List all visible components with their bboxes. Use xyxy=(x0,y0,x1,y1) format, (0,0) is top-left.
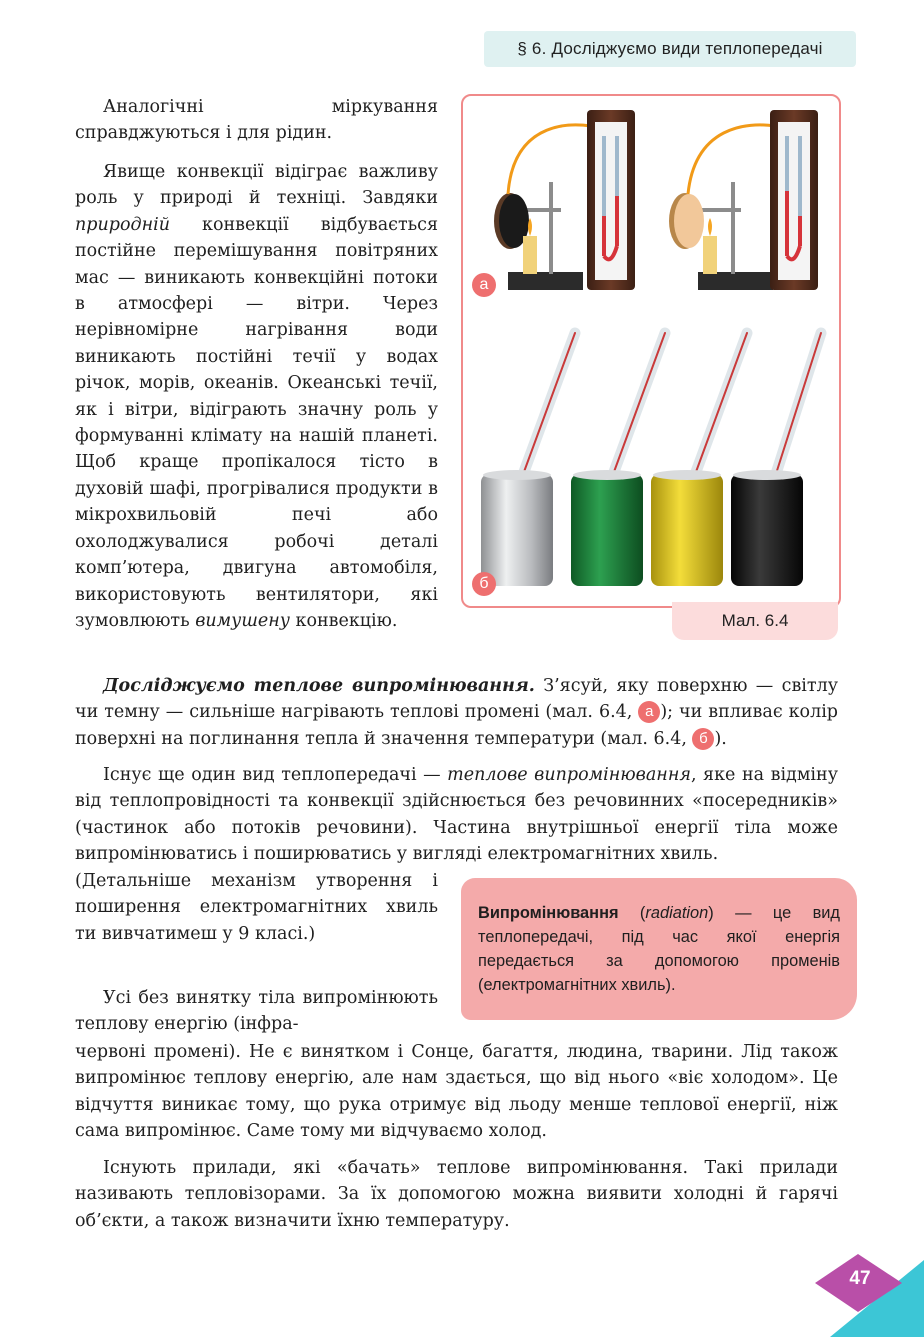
research-text-2: ); чи впливає колір поверхні на поглинання тепла й значення температури (мал. 6.4, xyxy=(75,702,838,749)
definition-text xyxy=(478,901,840,997)
thermal-radiation-term: теплове випромінювання xyxy=(447,765,691,785)
forced-convection-term: вимушену xyxy=(195,610,290,631)
definition-english-term: radiation xyxy=(645,904,709,922)
figure-marker-a: а xyxy=(472,273,496,297)
radiation-paragraph xyxy=(75,762,838,868)
radiation-text xyxy=(75,762,838,868)
definition-paren: ( xyxy=(618,904,646,922)
natural-convection-term: природній xyxy=(75,214,170,235)
thermal-imaging-paragraph xyxy=(75,1155,838,1234)
figure-ref-b: б xyxy=(692,728,714,750)
figure-6-4 xyxy=(461,94,841,608)
convection-text-end: конвекцію. xyxy=(289,610,398,631)
bodies-radiate-start xyxy=(75,985,438,1038)
page-number: 47 xyxy=(849,1268,871,1289)
bodies-radiate-text: червоні промені). Не є винятком і Сонце, багаття, людина, тварини. Лід також випромінює теплову енергію, але нам здається, що від нього «віє холодом». Це відчуття виникає тому, що рука отримує від льоду менше теплової енергії, ніж сама випромінює. Саме тому ми відчуваємо холод. xyxy=(75,1042,838,1142)
experiment-a-dark-disk xyxy=(494,110,635,290)
section-header: § 6. Досліджуємо види теплопередачі xyxy=(484,31,856,67)
radiation-text-start: Існує ще один вид теплопередачі — xyxy=(103,765,448,785)
figure-caption: Мал. 6.4 xyxy=(672,602,838,640)
yellow-can xyxy=(651,470,723,586)
convection-text-middle: конвекції відбувається постійне перемішування повітряних мас — виникають конвекційні потоки в атмосфері — вітри. Через нерівномірне нагрівання води виникають постійні течії у водах річок, морів, океанів. Океанські течії, як і вітри, відіграють значну роль у формуванні клімату на нашій планеті. Щоб краще пропікалося тісто в духовій шафі, прогрівалися продукти в мікрохвильовій печі або охолоджувалися робочі деталі комп’ютера, двигуна автомобіля, використовують вентилятори, які зумовлюють xyxy=(75,214,438,631)
thermometers xyxy=(521,333,821,480)
figure-ref-a: а xyxy=(638,701,660,723)
definition-term: Випромінювання xyxy=(478,904,619,922)
research-paragraph xyxy=(75,673,838,752)
green-can xyxy=(571,470,643,586)
bodies-radiate-continuation xyxy=(75,1039,838,1145)
research-text xyxy=(75,673,838,752)
black-can xyxy=(731,470,803,586)
silver-can xyxy=(481,470,553,586)
intro-text-2 xyxy=(75,159,438,634)
definition-rest: ) — це вид теплопередачі, під час якої енергія передається за допомогою променів (електромагнітних хвиль). xyxy=(478,904,840,994)
thermal-imaging-text: Існують прилади, які «бачать» теплове випромінювання. Такі прилади називають тепловізорами. За їх допомогою можна виявити холодні й гарячі об’єкти, а також визначити їхню температуру. xyxy=(75,1158,838,1231)
figure-marker-b: б xyxy=(472,572,496,596)
convection-text-start: Явище конвекції відіграє важливу роль у природі й техніці. Завдяки xyxy=(75,162,438,209)
research-text-3: ). xyxy=(714,728,727,749)
research-heading: Досліджуємо теплове випромінювання. xyxy=(103,676,535,696)
research-text-1: З’ясуй, яку поверхню — світлу чи темну — сильніше нагрівають теплові промені (мал. 6.4, xyxy=(75,676,838,723)
radiation-note-text: (Детальніше механізм утворення і поширення електромагнітних хвиль ти вивчатимеш у 9 класі.) xyxy=(75,871,438,944)
figure-illustration xyxy=(463,96,839,606)
radiation-note xyxy=(75,868,438,947)
intro-text-1: Аналогічні міркування справджуються і для рідин. xyxy=(75,97,438,144)
intro-paragraph-1 xyxy=(75,94,438,147)
experiment-a-light-disk xyxy=(669,110,818,290)
radiation-text-end: , яке на відміну від теплопровідності та конвекції здійснюється без речовинних «посередників» (частинок або потоків речовини). Частина внутрішньої енергії тіла може випромінюватись і поширюватись у вигляді електромагнітних хвиль. xyxy=(75,765,838,865)
intro-paragraph-2 xyxy=(75,159,438,634)
bodies-radiate-start-text: Усі без винятку тіла випромінюють теплову енергію (інфра- xyxy=(75,988,438,1035)
